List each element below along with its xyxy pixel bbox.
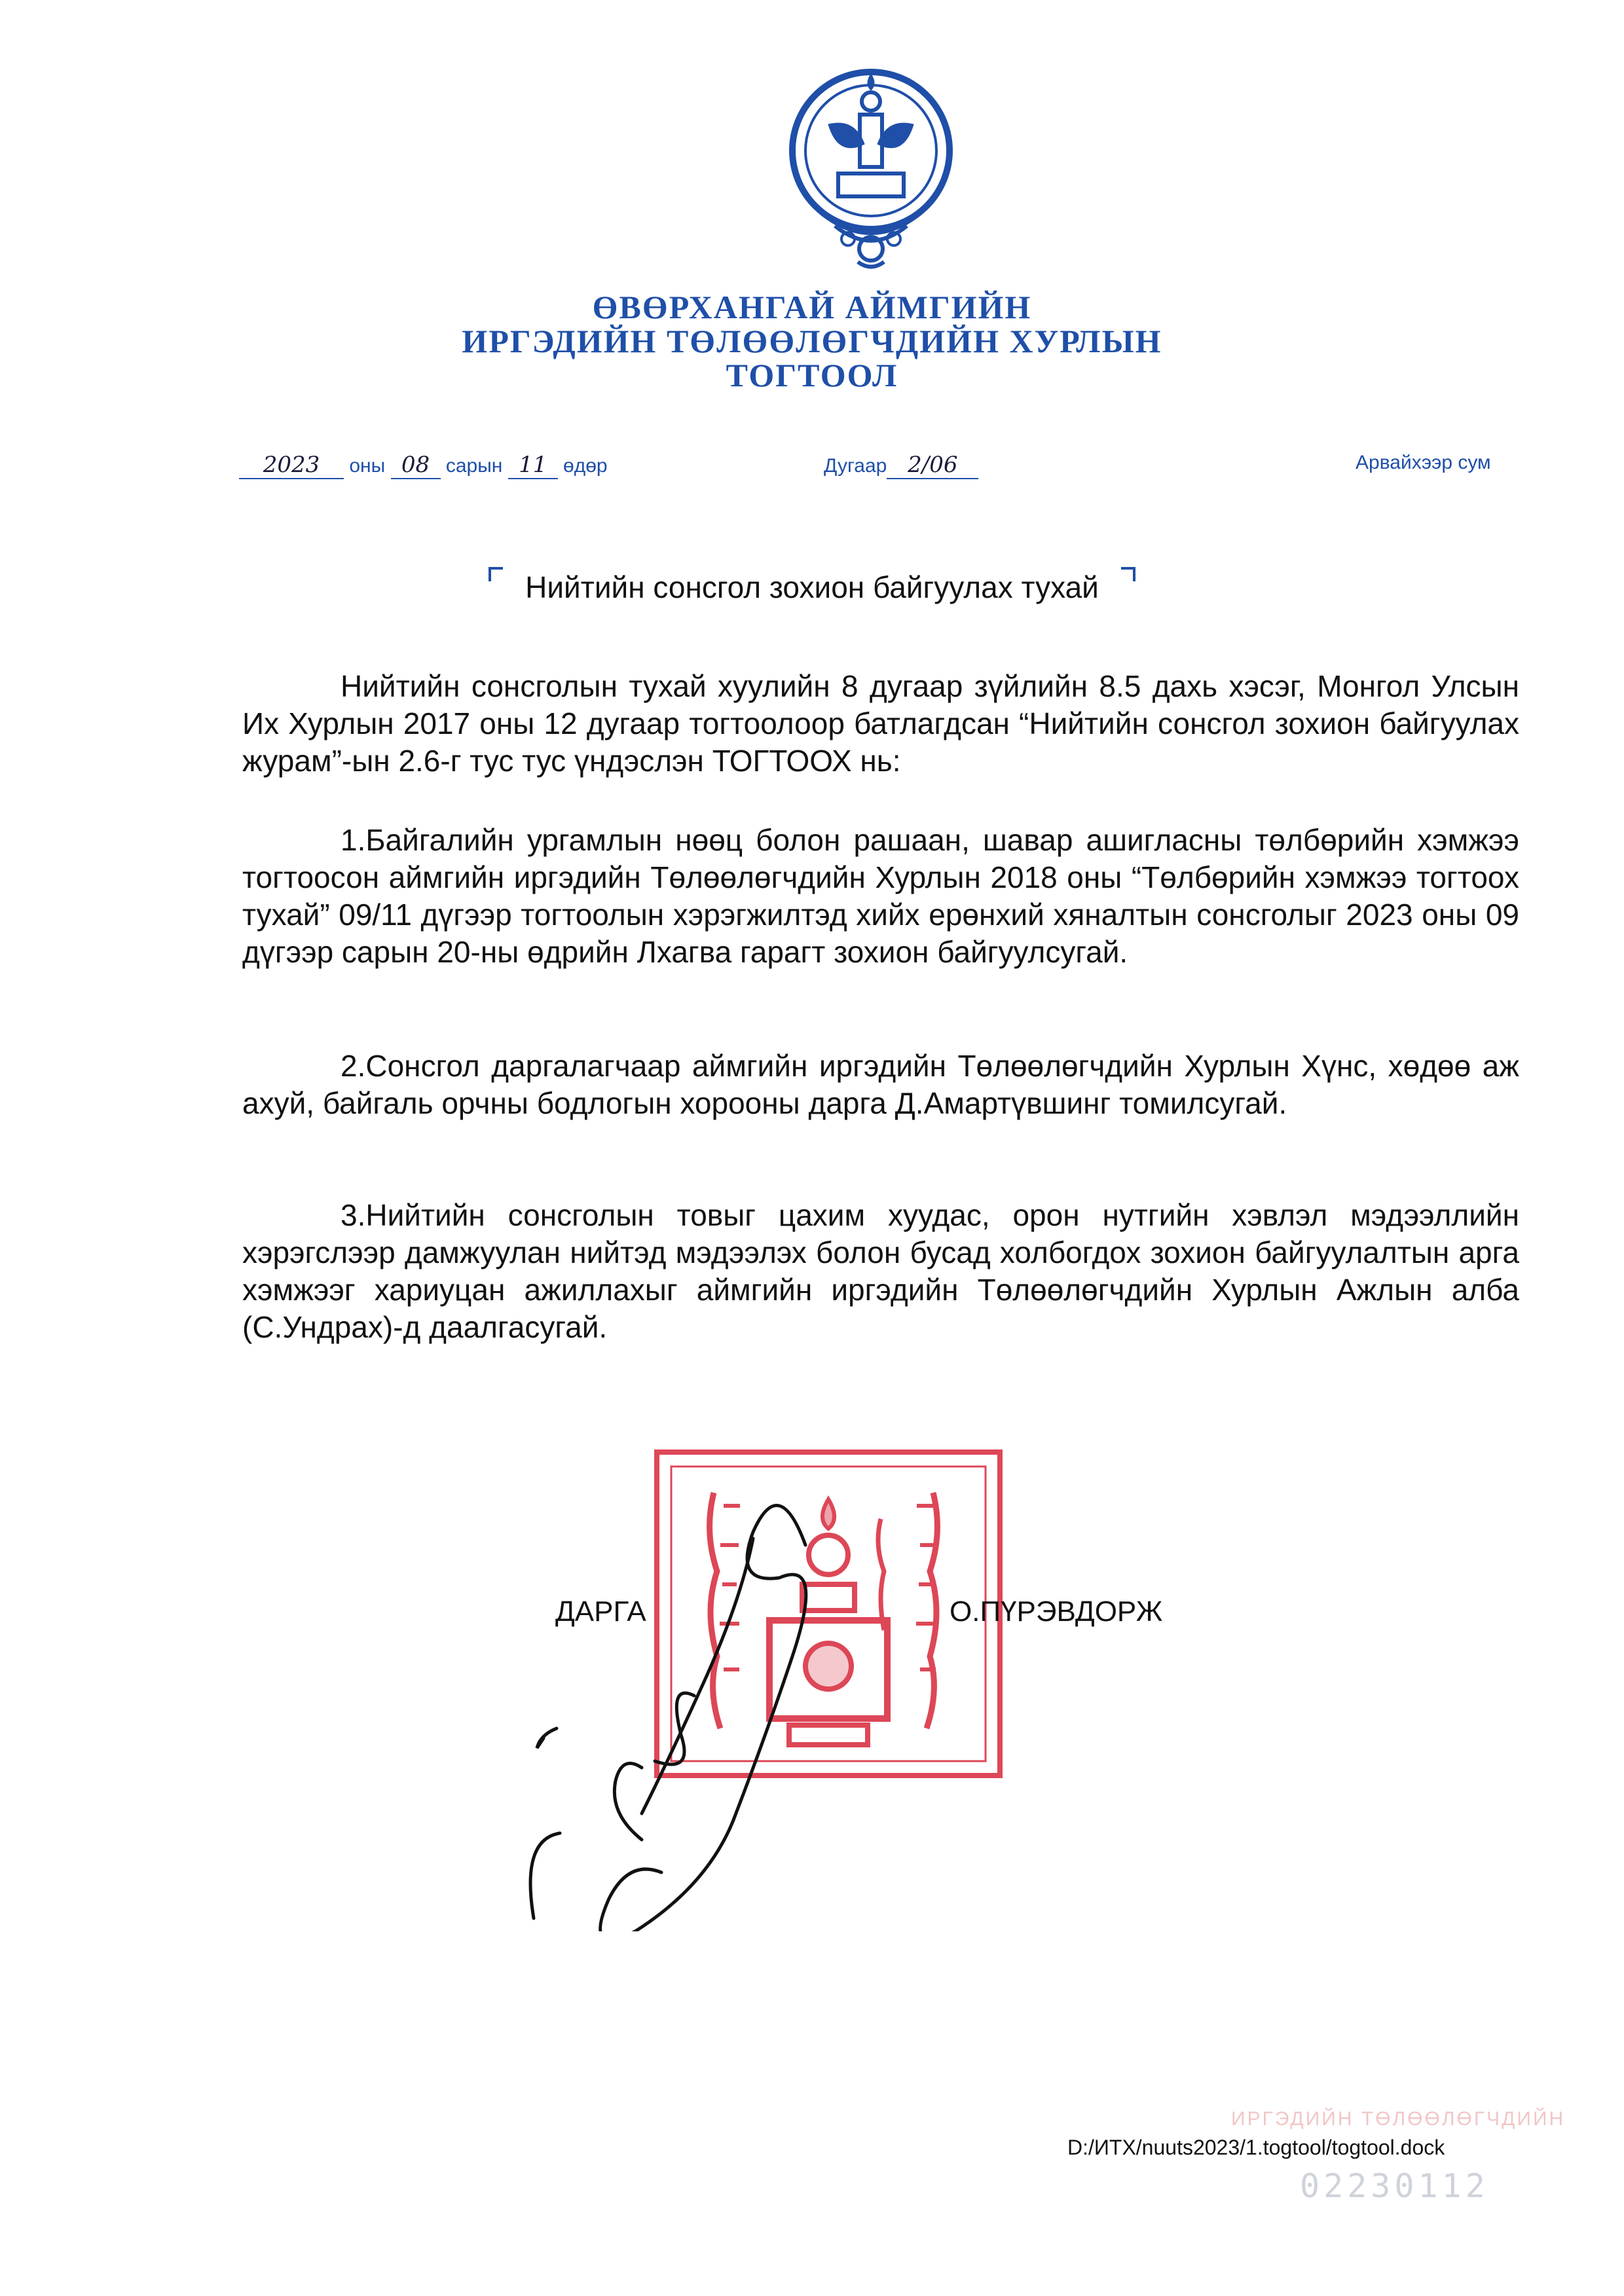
signatory-role: ДАРГА xyxy=(555,1595,646,1628)
document-date xyxy=(239,452,608,479)
date-day: 11 xyxy=(508,452,558,479)
header-line-council: ИРГЭДИЙН ТӨЛӨӨЛӨГЧДИЙН ХУРЛЫН xyxy=(462,323,1162,359)
date-year: 2023 xyxy=(239,452,344,479)
faded-stamp-text: ИРГЭДИЙН ТӨЛӨӨЛӨГЧДИЙН xyxy=(1231,2108,1566,2130)
header-line-aimag: ӨВӨРХАНГАЙ АЙМГИЙН xyxy=(592,289,1032,325)
handwritten-signature xyxy=(478,1342,871,1931)
resolution-title xyxy=(0,570,1624,605)
title-corner-right xyxy=(1121,567,1135,581)
signatory-name: О.ПҮРЭВДОРЖ xyxy=(950,1595,1163,1628)
date-month-suffix: сарын xyxy=(445,455,503,477)
document-serial: 02230112 xyxy=(1300,2167,1489,2205)
resolution-title-text: Нийтийн сонсгол зохион байгуулах тухай xyxy=(525,570,1099,604)
resolution-item-1: 1.Байгалийн ургамлын нөөц болон рашаан, шавар ашигласны төлбөрийн хэмжээ тогтоосон аймгийн иргэдийн Төлөөлөгчдийн Хурлын 2018 оны “Төлбөрийн хэмжээ тогтоох тухай” 09/11 дүгээр тогтоолын хэрэгжилтэд хийх ерөнхий хяналтын сонсголыг 2023 оны 09 дүгээр сарын 20-ны өдрийн Лхагва гарагт зохион байгуулсугай. xyxy=(242,823,1519,969)
document-number xyxy=(824,452,978,479)
date-month: 08 xyxy=(391,452,441,479)
resolution-item-3: 3.Нийтийн сонсголын товыг цахим хуудас, орон нутгийн хэвлэл мэдээллийн хэрэгслээр дамжуулан нийтэд мэдээлэх болон бусад холбогдох зохион байгуулалтын арга хэмжээг хариуцан ажиллахыг аймгийн иргэдийн Төлөөлөгчдийн Хурлын Ажлын алба (С.Ундрах)-д даалгасугай. xyxy=(242,1198,1519,1344)
resolution-item-2: 2.Сонсгол даргалагчаар аймгийн иргэдийн Төлөөлөгчдийн Хурлын Хүнс, хөдөө аж ахуй, байгаль орчны бодлогын хорооны дарга Д.Амартүвшинг томилсугай. xyxy=(242,1049,1519,1120)
title-corner-left xyxy=(489,567,503,581)
date-year-suffix: оны xyxy=(349,455,386,477)
document-place: Арвайхээр сум xyxy=(1356,452,1491,473)
preamble-paragraph: Нийтийн сонсголын тухай хуулийн 8 дугаар зүйлийн 8.5 дахь хэсэг, Монгол Улсын Их Хурлын 2017 оны 12 дугаар тогтоолоор батлагдсан “Нийтийн сонсгол зохион байгуулах журам”-ын 2.6-г тус тус үндэслэн ТОГТООХ нь: xyxy=(242,669,1519,778)
number-label: Дугаар xyxy=(824,455,887,477)
document-type-title: ТОГТООЛ xyxy=(726,357,898,393)
file-path: D:/ИТХ/nuuts2023/1.togtool/togtool.dock xyxy=(1067,2136,1445,2159)
date-day-suffix: өдөр xyxy=(563,455,608,477)
state-emblem-icon xyxy=(783,62,959,272)
number-value: 2/06 xyxy=(887,452,978,479)
